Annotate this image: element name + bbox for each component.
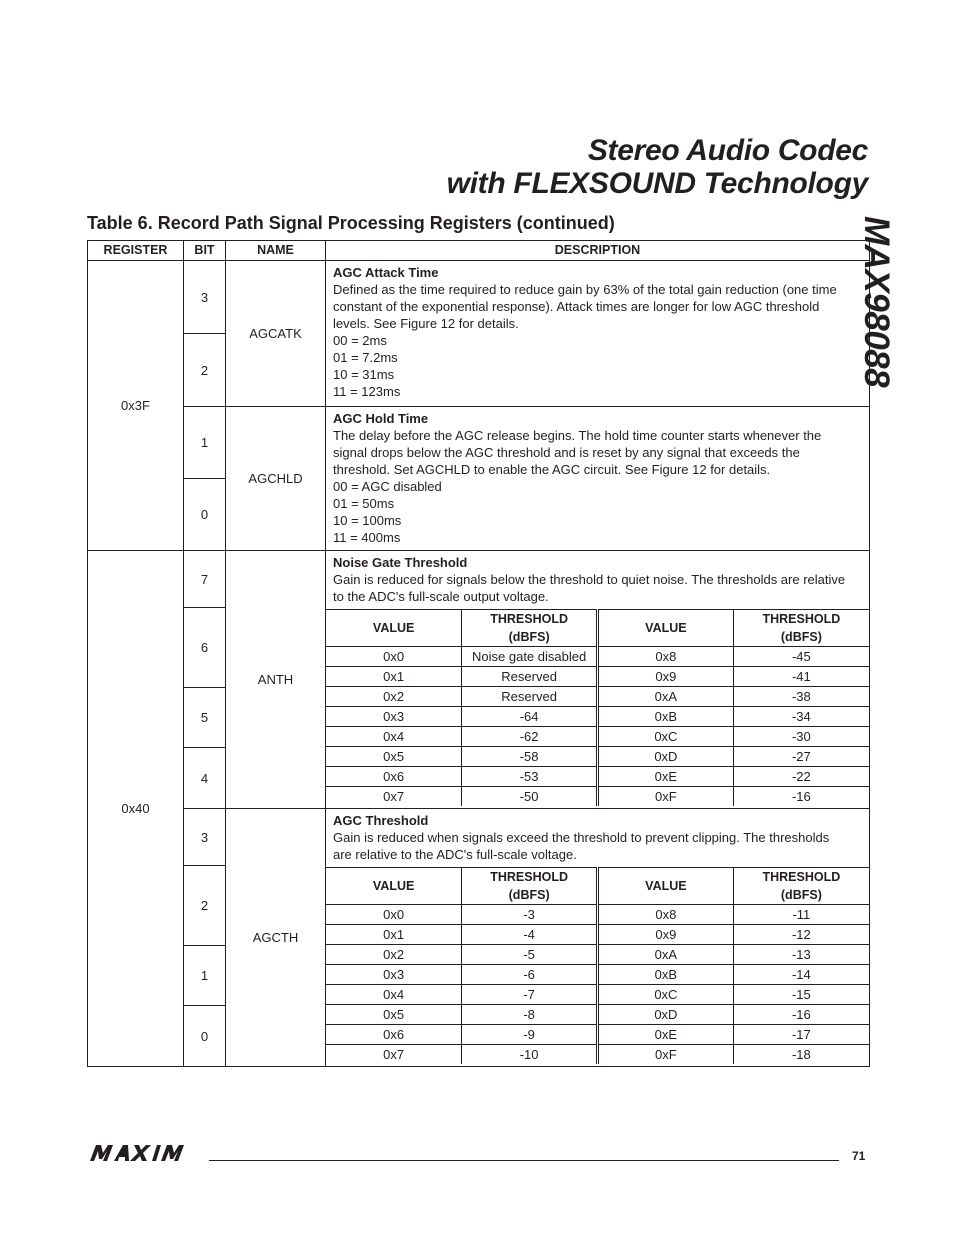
sub-threshold-cell: Reserved <box>462 687 598 707</box>
sub-value-cell: 0xA <box>598 945 734 965</box>
field-name-agcth: AGCTH <box>226 809 326 1067</box>
sub-value-cell: 0x7 <box>326 1045 462 1065</box>
sub-threshold-cell: -12 <box>733 925 869 945</box>
description-line: 01 = 50ms <box>333 496 395 511</box>
sub-threshold-cell: -9 <box>462 1025 598 1045</box>
sub-threshold-cell: -58 <box>462 747 598 767</box>
sub-threshold-cell: Reserved <box>462 667 598 687</box>
col-header-name: NAME <box>226 241 326 261</box>
sub-value-cell: 0xE <box>598 767 734 787</box>
register-address-0x3f: 0x3F <box>88 261 184 551</box>
sub-threshold-cell: -64 <box>462 707 598 727</box>
sub-value-cell: 0x9 <box>598 667 734 687</box>
table-row <box>88 551 870 608</box>
sub-value-cell: 0x6 <box>326 1025 462 1045</box>
sub-value-cell: 0xC <box>598 727 734 747</box>
sub-table-row <box>326 1025 869 1045</box>
sub-value-cell: 0x4 <box>326 727 462 747</box>
sub-threshold-cell: -6 <box>462 965 598 985</box>
description-anth <box>326 551 870 809</box>
agcth-threshold-table <box>326 867 869 1064</box>
sub-value-cell: 0x1 <box>326 925 462 945</box>
field-name-agcatk: AGCATK <box>226 261 326 407</box>
register-table <box>87 240 870 1067</box>
sub-threshold-cell: -15 <box>733 985 869 1005</box>
description-line: threshold. Set AGCHLD to enable the AGC circuit. See Figure 12 for details. <box>333 462 771 477</box>
sub-value-cell: 0x4 <box>326 985 462 1005</box>
description-line: The delay before the AGC release begins. The hold time counter starts whenever the <box>333 428 822 443</box>
description-line: levels. See Figure 12 for details. <box>333 316 519 331</box>
sub-threshold-cell: Noise gate disabled <box>462 647 598 667</box>
footer-rule <box>209 1160 839 1161</box>
sub-value-cell: 0xE <box>598 1025 734 1045</box>
anth-sub-rows <box>326 647 869 807</box>
description-line: 10 = 100ms <box>333 513 402 528</box>
sub-threshold-cell: -27 <box>733 747 869 767</box>
sub-value-cell: 0x1 <box>326 667 462 687</box>
sub-threshold-cell: -4 <box>462 925 598 945</box>
sub-value-cell: 0x0 <box>326 905 462 925</box>
sub-table-row <box>326 925 869 945</box>
sub-threshold-cell: -8 <box>462 1005 598 1025</box>
sub-threshold-cell: -17 <box>733 1025 869 1045</box>
description-line: 11 = 400ms <box>333 530 401 545</box>
sub-table-row <box>326 1005 869 1025</box>
sub-header-threshold: THRESHOLD (dBFS) <box>462 868 598 905</box>
bit-cell: 3 <box>184 809 226 866</box>
sub-threshold-cell: -14 <box>733 965 869 985</box>
sub-threshold-cell: -45 <box>733 647 869 667</box>
anth-threshold-table <box>326 609 869 806</box>
sub-value-cell: 0x3 <box>326 707 462 727</box>
sub-threshold-cell: -62 <box>462 727 598 747</box>
sub-table-row <box>326 985 869 1005</box>
sub-header-value: VALUE <box>326 868 462 905</box>
sub-value-cell: 0xD <box>598 747 734 767</box>
description-line: 01 = 7.2ms <box>333 350 398 365</box>
sub-threshold-cell: -16 <box>733 787 869 807</box>
register-table-header <box>88 241 870 261</box>
col-header-description: DESCRIPTION <box>326 241 870 261</box>
description-title: Noise Gate Threshold <box>333 555 468 570</box>
page-number: 71 <box>852 1149 866 1163</box>
description-line: Gain is reduced for signals below the threshold to quiet noise. The thresholds are relative <box>333 572 846 587</box>
sub-value-cell: 0xF <box>598 787 734 807</box>
sub-table-header <box>326 868 869 905</box>
sub-threshold-cell: -38 <box>733 687 869 707</box>
sub-threshold-cell: -16 <box>733 1005 869 1025</box>
sub-table-row <box>326 687 869 707</box>
table-heading: Table 6. Record Path Signal Processing Registers (continued) <box>87 213 615 233</box>
register-address-0x40: 0x40 <box>88 551 184 1067</box>
bit-cell: 5 <box>184 688 226 748</box>
sub-threshold-cell: -30 <box>733 727 869 747</box>
part-number-side-label: MAX98088 <box>857 216 896 388</box>
sub-threshold-cell: -41 <box>733 667 869 687</box>
sub-table-header <box>326 610 869 647</box>
sub-threshold-cell: -11 <box>733 905 869 925</box>
sub-table-row <box>326 767 869 787</box>
sub-value-cell: 0xC <box>598 985 734 1005</box>
sub-threshold-cell: -13 <box>733 945 869 965</box>
sub-threshold-cell: -7 <box>462 985 598 1005</box>
description-line: are relative to the ADC's full-scale voltage. <box>333 847 577 862</box>
description-line: constant of the exponential response). Attack times are longer for low AGC threshold <box>333 299 820 314</box>
sub-value-cell: 0x7 <box>326 787 462 807</box>
description-agcatk <box>326 261 870 407</box>
sub-value-cell: 0x6 <box>326 767 462 787</box>
sub-value-cell: 0x5 <box>326 747 462 767</box>
description-title: AGC Hold Time <box>333 411 429 426</box>
sub-table-row <box>326 667 869 687</box>
sub-value-cell: 0xF <box>598 1045 734 1065</box>
sub-value-cell: 0xB <box>598 965 734 985</box>
sub-threshold-cell: -53 <box>462 767 598 787</box>
description-line: 00 = AGC disabled <box>333 479 442 494</box>
description-agcth <box>326 809 870 1067</box>
sub-value-cell: 0xB <box>598 707 734 727</box>
maxim-logo <box>90 1145 202 1161</box>
sub-value-cell: 0x5 <box>326 1005 462 1025</box>
bit-cell: 2 <box>184 334 226 407</box>
sub-table-row <box>326 965 869 985</box>
bit-cell: 2 <box>184 866 226 946</box>
sub-threshold-cell: -3 <box>462 905 598 925</box>
description-line: signal drops below the AGC threshold and is reset by any signal that exceeds the <box>333 445 800 460</box>
sub-threshold-cell: -10 <box>462 1045 598 1065</box>
description-line: 00 = 2ms <box>333 333 387 348</box>
sub-table-row <box>326 945 869 965</box>
bit-cell: 3 <box>184 261 226 334</box>
sub-header-threshold: THRESHOLD (dBFS) <box>462 610 598 647</box>
sub-value-cell: 0x8 <box>598 905 734 925</box>
sub-value-cell: 0x9 <box>598 925 734 945</box>
sub-table-row <box>326 707 869 727</box>
sub-header-value: VALUE <box>598 610 734 647</box>
description-title: AGC Attack Time <box>333 265 439 280</box>
sub-table-row <box>326 1045 869 1065</box>
bit-cell: 0 <box>184 479 226 551</box>
sub-header-threshold: THRESHOLD (dBFS) <box>733 868 869 905</box>
bit-cell: 0 <box>184 1006 226 1067</box>
table-row <box>88 407 870 479</box>
table-row <box>88 261 870 334</box>
sub-threshold-cell: -50 <box>462 787 598 807</box>
description-agchld <box>326 407 870 551</box>
description-line: to the ADC's full-scale output voltage. <box>333 589 549 604</box>
sub-header-value: VALUE <box>598 868 734 905</box>
sub-threshold-cell: -18 <box>733 1045 869 1065</box>
title-line-1: Stereo Audio Codec <box>587 134 868 167</box>
sub-table-row <box>326 787 869 807</box>
sub-threshold-cell: -22 <box>733 767 869 787</box>
sub-value-cell: 0x2 <box>326 945 462 965</box>
sub-value-cell: 0x3 <box>326 965 462 985</box>
field-name-anth: ANTH <box>226 551 326 809</box>
bit-cell: 7 <box>184 551 226 608</box>
sub-value-cell: 0x8 <box>598 647 734 667</box>
sub-threshold-cell: -5 <box>462 945 598 965</box>
bit-cell: 6 <box>184 608 226 688</box>
description-line: 11 = 123ms <box>333 384 401 399</box>
bit-cell: 4 <box>184 748 226 809</box>
sub-table-row <box>326 727 869 747</box>
description-line: Defined as the time required to reduce gain by 63% of the total gain reduction (one time <box>333 282 837 297</box>
description-line: 10 = 31ms <box>333 367 395 382</box>
bit-cell: 1 <box>184 407 226 479</box>
col-header-bit: BIT <box>184 241 226 261</box>
bit-cell: 1 <box>184 946 226 1006</box>
sub-value-cell: 0x2 <box>326 687 462 707</box>
table-row <box>88 809 870 866</box>
sub-header-threshold: THRESHOLD (dBFS) <box>733 610 869 647</box>
description-title: AGC Threshold <box>333 813 429 828</box>
sub-value-cell: 0xA <box>598 687 734 707</box>
sub-header-value: VALUE <box>326 610 462 647</box>
col-header-register: REGISTER <box>88 241 184 261</box>
agcth-sub-rows <box>326 905 869 1065</box>
description-line: Gain is reduced when signals exceed the threshold to prevent clipping. The thresholds <box>333 830 830 845</box>
sub-value-cell: 0xD <box>598 1005 734 1025</box>
title-line-2: with FLEXSOUND Technology <box>446 167 868 200</box>
document-title <box>447 134 868 200</box>
sub-table-row <box>326 905 869 925</box>
sub-table-row <box>326 747 869 767</box>
sub-threshold-cell: -34 <box>733 707 869 727</box>
sub-value-cell: 0x0 <box>326 647 462 667</box>
sub-table-row <box>326 647 869 667</box>
field-name-agchld: AGCHLD <box>226 407 326 551</box>
